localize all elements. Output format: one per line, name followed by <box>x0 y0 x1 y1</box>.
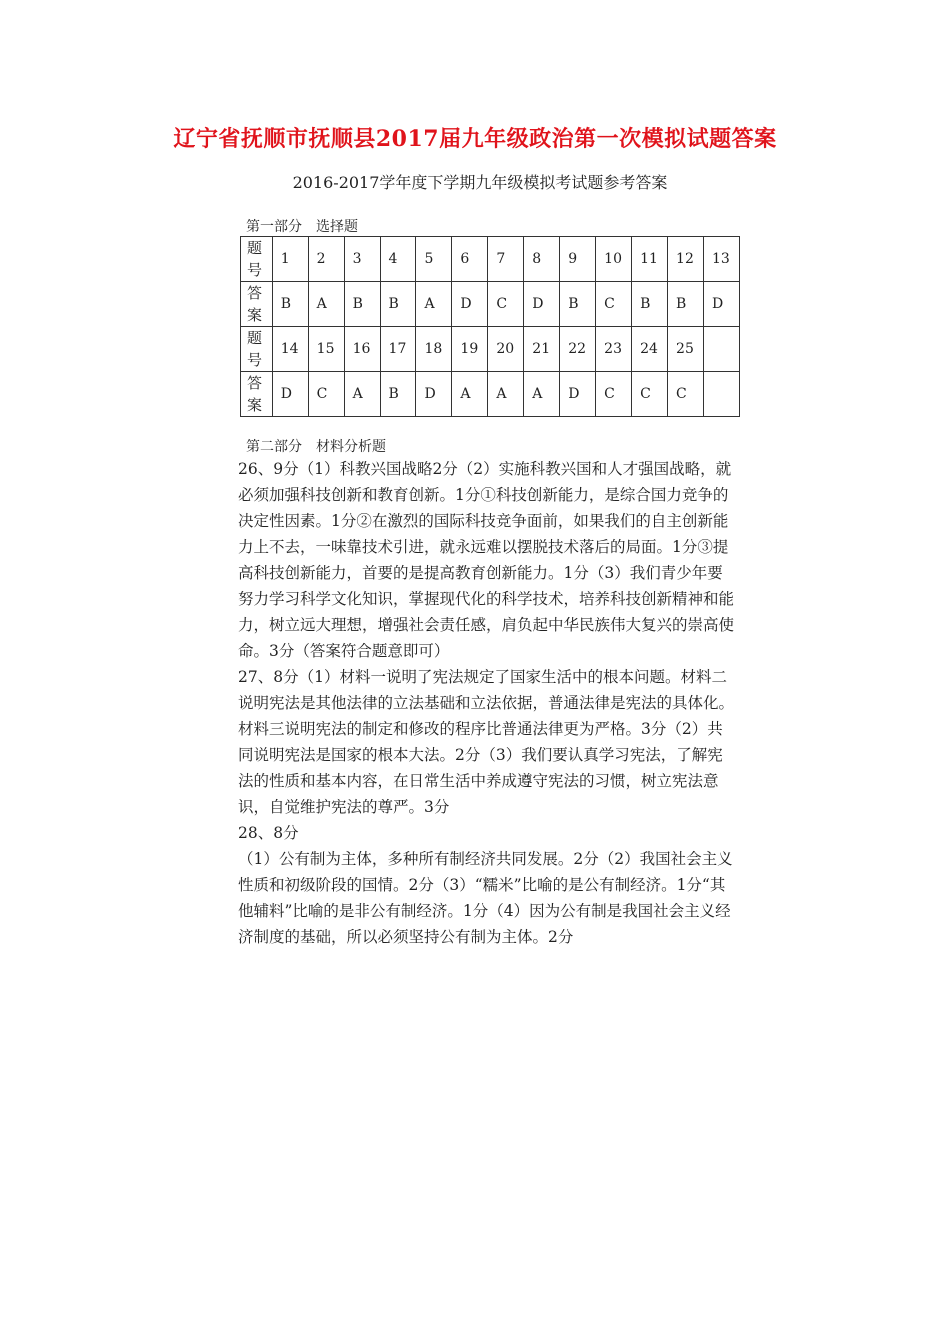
question-number: 22 <box>560 327 596 372</box>
answer-cell: A <box>416 282 452 327</box>
question-number: 18 <box>416 327 452 372</box>
question-number: 3 <box>344 237 380 282</box>
question-number: 6 <box>452 237 488 282</box>
material-analysis-answers <box>238 456 738 950</box>
page-title: 辽宁省抚顺市抚顺县2017届九年级政治第一次模拟试题答案 <box>173 126 777 152</box>
question-number: 15 <box>308 327 344 372</box>
question-number: 10 <box>596 237 632 282</box>
answer-cell: B <box>344 282 380 327</box>
answer-cell: D <box>524 282 560 327</box>
answer-paragraph-26: 26、9分（1）科教兴国战略2分（2）实施科教兴国和人才强国战略，就必须加强科技创新和教育创新。1分①科技创新能力，是综合国力竞争的决定性因素。1分②在激烈的国际科技竞争面前，如果我们的自主创新能力上不去，一味靠技术引进，就永远难以摆脱技术落后的局面。1分③提高科技创新能力，首要的是提高教育创新能力。1分（3）我们青少年要努力学习科学文化知识，掌握现代化的科学技术，培养科技创新精神和能力，树立远大理想，增强社会责任感，肩负起中华民族伟大复兴的崇高使命。3分（答案符合题意即可） <box>238 460 735 660</box>
question-number: 20 <box>488 327 524 372</box>
answer-cell: B <box>560 282 596 327</box>
question-number: 1 <box>272 237 308 282</box>
question-number: 16 <box>344 327 380 372</box>
question-number: 25 <box>668 327 704 372</box>
table-row-numbers-2 <box>241 327 740 372</box>
row-label: 答案 <box>241 282 273 327</box>
answer-cell: A <box>308 282 344 327</box>
answer-paragraph-27: 27、8分（1）材料一说明了宪法规定了国家生活中的根本问题。材料二说明宪法是其他法律的立法基础和立法依据，普通法律是宪法的具体化。材料三说明宪法的制定和修改的程序比普通法律更为严格。3分（2）共同说明宪法是国家的根本大法。2分（3）我们要认真学习宪法，了解宪法的性质和基本内容，在日常生活中养成遵守宪法的习惯，树立宪法意识，自觉维护宪法的尊严。3分 <box>238 668 735 816</box>
question-number: 23 <box>596 327 632 372</box>
table-row-answers-2 <box>241 372 740 417</box>
answer-cell <box>703 372 739 417</box>
question-number: 11 <box>632 237 668 282</box>
question-number: 12 <box>668 237 704 282</box>
answer-cell: A <box>344 372 380 417</box>
question-number: 14 <box>272 327 308 372</box>
table-row-answers-1 <box>241 282 740 327</box>
part2-label: 第二部分 材料分析题 <box>246 439 386 455</box>
answer-cell: B <box>272 282 308 327</box>
answer-cell: A <box>452 372 488 417</box>
answer-cell: A <box>488 372 524 417</box>
answer-cell: C <box>632 372 668 417</box>
answer-cell: C <box>308 372 344 417</box>
row-label: 题号 <box>241 327 273 372</box>
answer-cell: A <box>524 372 560 417</box>
table-row-numbers-1 <box>241 237 740 282</box>
question-number: 17 <box>380 327 416 372</box>
answer-table <box>240 236 740 417</box>
answer-cell: D <box>452 282 488 327</box>
answer-cell: C <box>668 372 704 417</box>
answer-cell: C <box>488 282 524 327</box>
answer-cell: B <box>668 282 704 327</box>
answer-cell: D <box>272 372 308 417</box>
answer-cell: D <box>560 372 596 417</box>
answer-cell: B <box>380 282 416 327</box>
answer-paragraph-28-body: （1）公有制为主体，多种所有制经济共同发展。2分（2）我国社会主义性质和初级阶段的国情。2分（3）“糯米”比喻的是公有制经济。1分“其他辅料”比喻的是非公有制经济。1分（4）因为公有制是我国社会主义经济制度的基础，所以必须坚持公有制为主体。2分 <box>238 850 733 946</box>
row-label: 答案 <box>241 372 273 417</box>
question-number: 21 <box>524 327 560 372</box>
question-number: 24 <box>632 327 668 372</box>
answer-cell: C <box>596 372 632 417</box>
question-number: 7 <box>488 237 524 282</box>
answer-sheet-header: 2016-2017学年度下学期九年级模拟考试题参考答案 <box>292 173 668 192</box>
answer-cell: C <box>596 282 632 327</box>
question-number: 9 <box>560 237 596 282</box>
row-label: 题号 <box>241 237 273 282</box>
scanned-answer-sheet <box>220 160 740 960</box>
question-number: 5 <box>416 237 452 282</box>
question-number <box>703 327 739 372</box>
question-number: 8 <box>524 237 560 282</box>
question-number: 13 <box>703 237 739 282</box>
answer-paragraph-28-heading: 28、8分 <box>238 824 299 842</box>
question-number: 19 <box>452 327 488 372</box>
part1-label: 第一部分 选择题 <box>246 219 358 235</box>
answer-cell: D <box>703 282 739 327</box>
question-number: 2 <box>308 237 344 282</box>
question-number: 4 <box>380 237 416 282</box>
answer-cell: B <box>632 282 668 327</box>
answer-cell: D <box>416 372 452 417</box>
answer-cell: B <box>380 372 416 417</box>
